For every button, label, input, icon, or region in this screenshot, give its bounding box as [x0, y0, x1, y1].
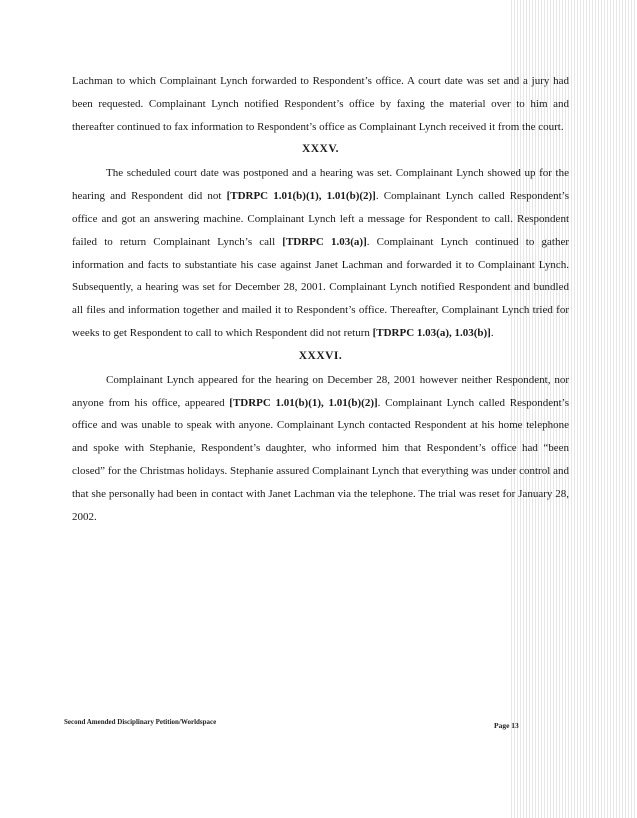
- rule-citation: [TDRPC 1.03(a), 1.03(b)]: [372, 326, 491, 339]
- document-body: [72, 70, 569, 528]
- paragraph-continuation: Lachman to which Complainant Lynch forwarded to Respondent’s office. A court date was set and a jury had been requested. Complainant Lynch notified Respondent’s office by faxing the material over to him and thereafter continued to fax information to Respondent’s office as Complainant Lynch received it from the court.: [72, 75, 569, 133]
- text-run: The scheduled court date was postponed and a hearing was set. Complainant Lynch showed up for the hearing and Respondent did not: [72, 167, 569, 203]
- text-run: . Complainant Lynch called Respondent’s office and was unable to speak with anyone. Complainant Lynch contacted Respondent at his home telephone and spoke with Stephanie, Respondent’s daughter, who informed him that Respondent’s office had “been closed” for the Christmas holidays. Stephanie assured Complainant Lynch that everything was under control and that she personally had been in contact with Janet Lachman via the telephone. The trial was reset for January 28, 2002.: [72, 396, 570, 523]
- rule-citation: [TDRPC 1.01(b)(1), 1.01(b)(2)]: [226, 190, 376, 203]
- paragraph-xxxvi: [72, 369, 569, 529]
- rule-citation: [TDRPC 1.01(b)(1), 1.01(b)(2)]: [229, 396, 378, 409]
- text-run: .: [490, 326, 494, 339]
- text-run: . Complainant Lynch continued to gather information and facts to substantiate his case against Janet Lachman and forwarded it to Complainant Lynch. Subsequently, a hearing was set for December 28, 2001. Complainant Lynch notified Respondent and bundled all files and information together and mailed it to Respondent’s office. Thereafter, Complainant Lynch tried for weeks to get Respondent to call to which Respondent did not return: [72, 235, 569, 339]
- section-heading-xxxvi: XXXVI.: [298, 349, 343, 362]
- paragraph-xxxv: [72, 162, 569, 344]
- text-run: Complainant Lynch appeared for the hearing on December 28, 2001 however neither Respondent, nor anyone from his office, appeared: [72, 373, 569, 409]
- section-heading-xxxv: XXXV.: [301, 143, 340, 156]
- text-run: . Complainant Lynch called Respondent’s office and got an answering machine. Complainant Lynch left a message for Respondent to call. Respondent failed to return Complainant Lynch’s call: [72, 190, 569, 248]
- rule-citation: [TDRPC 1.03(a)]: [282, 235, 367, 248]
- footer-document-title: Second Amended Disciplinary Petition/Worldspace: [64, 718, 217, 726]
- footer-page-number: Page 13: [494, 721, 519, 730]
